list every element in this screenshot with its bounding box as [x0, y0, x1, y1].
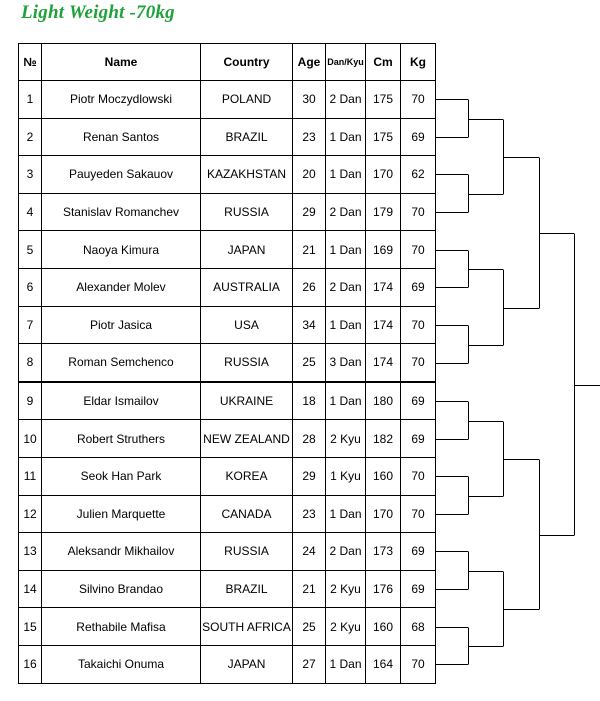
- cell-country: BRAZIL: [201, 118, 293, 156]
- cell-no: 7: [19, 306, 42, 344]
- cell-cm: 179: [366, 193, 401, 231]
- cell-cm: 164: [366, 645, 401, 683]
- cell-no: 14: [19, 570, 42, 608]
- cell-no: 16: [19, 645, 42, 683]
- cell-name: Stanislav Romanchev: [42, 193, 201, 231]
- cell-no: 9: [19, 382, 42, 420]
- cell-country: JAPAN: [201, 231, 293, 269]
- col-header-rank: Dan/Kyu: [326, 44, 366, 81]
- cell-country: AUSTRALIA: [201, 268, 293, 306]
- cell-kg: 69: [401, 118, 436, 156]
- cell-country: NEW ZEALAND: [201, 420, 293, 458]
- cell-name: Seok Han Park: [42, 457, 201, 495]
- cell-kg: 68: [401, 608, 436, 646]
- cell-rank: 2 Kyu: [326, 420, 366, 458]
- col-header-kg: Kg: [401, 44, 436, 81]
- cell-name: Piotr Jasica: [42, 306, 201, 344]
- cell-no: 11: [19, 457, 42, 495]
- cell-cm: 174: [366, 268, 401, 306]
- cell-age: 21: [293, 570, 326, 608]
- cell-name: Julien Marquette: [42, 495, 201, 533]
- col-header-age: Age: [293, 44, 326, 81]
- cell-no: 13: [19, 533, 42, 571]
- cell-name: Robert Struthers: [42, 420, 201, 458]
- cell-country: KAZAKHSTAN: [201, 156, 293, 194]
- cell-name: Pauyeden Sakauov: [42, 156, 201, 194]
- cell-kg: 69: [401, 533, 436, 571]
- cell-name: Takaichi Onuma: [42, 645, 201, 683]
- cell-name: Renan Santos: [42, 118, 201, 156]
- cell-age: 23: [293, 495, 326, 533]
- cell-cm: 169: [366, 231, 401, 269]
- cell-no: 8: [19, 344, 42, 382]
- cell-country: CANADA: [201, 495, 293, 533]
- cell-cm: 170: [366, 156, 401, 194]
- cell-cm: 160: [366, 457, 401, 495]
- cell-age: 27: [293, 645, 326, 683]
- cell-name: Eldar Ismailov: [42, 382, 201, 420]
- cell-name: Alexander Molev: [42, 268, 201, 306]
- cell-rank: 2 Dan: [326, 533, 366, 571]
- cell-cm: 174: [366, 306, 401, 344]
- cell-name: Naoya Kimura: [42, 231, 201, 269]
- cell-kg: 70: [401, 231, 436, 269]
- cell-age: 28: [293, 420, 326, 458]
- cell-name: Aleksandr Mikhailov: [42, 533, 201, 571]
- cell-age: 29: [293, 193, 326, 231]
- cell-cm: 175: [366, 81, 401, 119]
- cell-rank: 1 Dan: [326, 645, 366, 683]
- cell-cm: 175: [366, 118, 401, 156]
- cell-no: 15: [19, 608, 42, 646]
- cell-age: 30: [293, 81, 326, 119]
- cell-kg: 69: [401, 420, 436, 458]
- cell-kg: 70: [401, 645, 436, 683]
- cell-rank: 1 Dan: [326, 306, 366, 344]
- cell-cm: 174: [366, 344, 401, 382]
- cell-rank: 2 Kyu: [326, 608, 366, 646]
- cell-country: JAPAN: [201, 645, 293, 683]
- cell-name: Roman Semchenco: [42, 344, 201, 382]
- cell-country: RUSSIA: [201, 533, 293, 571]
- cell-kg: 69: [401, 268, 436, 306]
- cell-rank: 2 Kyu: [326, 570, 366, 608]
- cell-no: 5: [19, 231, 42, 269]
- cell-rank: 1 Dan: [326, 231, 366, 269]
- cell-age: 26: [293, 268, 326, 306]
- cell-age: 34: [293, 306, 326, 344]
- cell-rank: 2 Dan: [326, 193, 366, 231]
- cell-age: 21: [293, 231, 326, 269]
- cell-age: 29: [293, 457, 326, 495]
- cell-rank: 2 Dan: [326, 268, 366, 306]
- cell-country: POLAND: [201, 81, 293, 119]
- cell-name: Silvino Brandao: [42, 570, 201, 608]
- cell-no: 4: [19, 193, 42, 231]
- cell-rank: 1 Kyu: [326, 457, 366, 495]
- cell-no: 10: [19, 420, 42, 458]
- cell-age: 23: [293, 118, 326, 156]
- cell-kg: 70: [401, 81, 436, 119]
- cell-no: 3: [19, 156, 42, 194]
- cell-country: UKRAINE: [201, 382, 293, 420]
- cell-rank: 1 Dan: [326, 118, 366, 156]
- col-header-name: Name: [42, 44, 201, 81]
- cell-kg: 70: [401, 306, 436, 344]
- cell-age: 24: [293, 533, 326, 571]
- cell-cm: 170: [366, 495, 401, 533]
- page-title: Light Weight -70kg: [21, 2, 175, 23]
- cell-age: 20: [293, 156, 326, 194]
- cell-no: 12: [19, 495, 42, 533]
- cell-no: 1: [19, 81, 42, 119]
- cell-rank: 1 Dan: [326, 156, 366, 194]
- cell-kg: 69: [401, 570, 436, 608]
- cell-cm: 173: [366, 533, 401, 571]
- cell-rank: 1 Dan: [326, 382, 366, 420]
- cell-country: BRAZIL: [201, 570, 293, 608]
- cell-rank: 2 Dan: [326, 81, 366, 119]
- cell-country: RUSSIA: [201, 344, 293, 382]
- cell-rank: 1 Dan: [326, 495, 366, 533]
- cell-country: KOREA: [201, 457, 293, 495]
- cell-country: RUSSIA: [201, 193, 293, 231]
- cell-no: 6: [19, 268, 42, 306]
- cell-kg: 70: [401, 344, 436, 382]
- col-header-country: Country: [201, 44, 293, 81]
- cell-rank: 3 Dan: [326, 344, 366, 382]
- cell-cm: 176: [366, 570, 401, 608]
- cell-age: 18: [293, 382, 326, 420]
- cell-kg: 69: [401, 382, 436, 420]
- cell-kg: 70: [401, 495, 436, 533]
- cell-age: 25: [293, 344, 326, 382]
- col-header-cm: Cm: [366, 44, 401, 81]
- cell-no: 2: [19, 118, 42, 156]
- cell-country: SOUTH AFRICA: [201, 608, 293, 646]
- col-header-no: №: [19, 44, 42, 81]
- cell-cm: 182: [366, 420, 401, 458]
- cell-cm: 160: [366, 608, 401, 646]
- cell-name: Piotr Moczydlowski: [42, 81, 201, 119]
- cell-country: USA: [201, 306, 293, 344]
- cell-kg: 70: [401, 457, 436, 495]
- cell-cm: 180: [366, 382, 401, 420]
- cell-age: 25: [293, 608, 326, 646]
- cell-name: Rethabile Mafisa: [42, 608, 201, 646]
- cell-kg: 70: [401, 193, 436, 231]
- cell-kg: 62: [401, 156, 436, 194]
